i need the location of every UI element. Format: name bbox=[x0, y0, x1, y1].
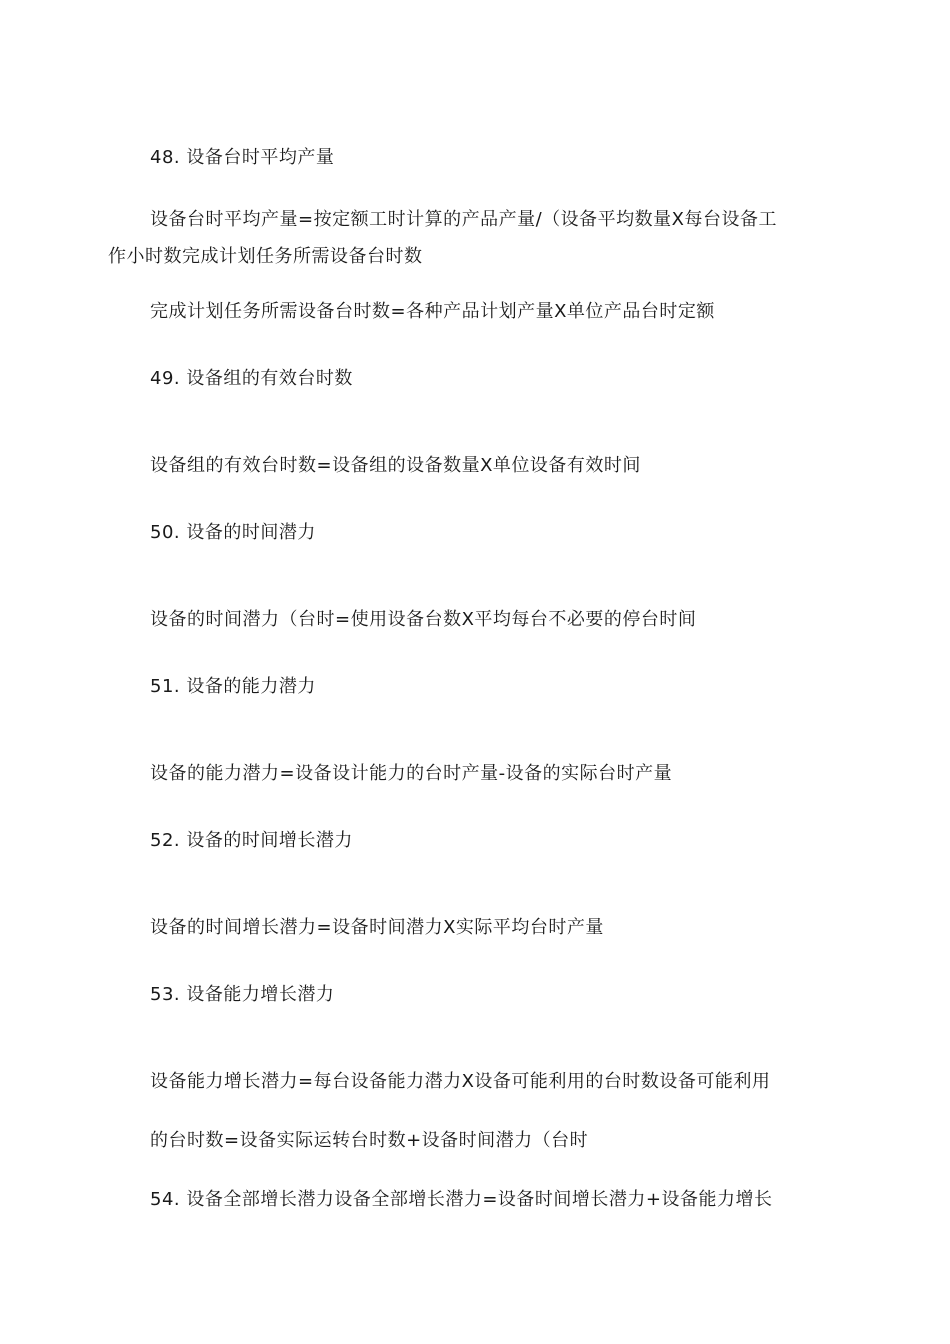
formula-line: 设备能力增长潜力=每台设备能力潜力X设备可能利用的台时数设备可能利用 bbox=[150, 1071, 771, 1092]
formula-line: 作小时数完成计划任务所需设备台时数 bbox=[108, 246, 423, 267]
formula-line: 完成计划任务所需设备台时数=各种产品计划产量X单位产品台时定额 bbox=[150, 301, 715, 322]
section-heading-50: 50. 设备的时间潜力 bbox=[150, 522, 316, 543]
section-heading-52: 52. 设备的时间增长潜力 bbox=[150, 830, 353, 851]
formula-line: 设备组的有效台时数=设备组的设备数量X单位设备有效时间 bbox=[150, 455, 641, 476]
section-heading-48: 48. 设备台时平均产量 bbox=[150, 147, 335, 168]
formula-line: 的台时数=设备实际运转台时数+设备时间潜力（台时 bbox=[150, 1130, 589, 1151]
formula-line: 设备的时间潜力（台时=使用设备台数X平均每台不必要的停台时间 bbox=[150, 609, 697, 630]
section-heading-49: 49. 设备组的有效台时数 bbox=[150, 368, 353, 389]
section-heading-53: 53. 设备能力增长潜力 bbox=[150, 984, 335, 1005]
section-heading-54: 54. 设备全部增长潜力设备全部增长潜力=设备时间增长潜力+设备能力增长 bbox=[150, 1189, 773, 1210]
section-heading-51: 51. 设备的能力潜力 bbox=[150, 676, 316, 697]
formula-line: 设备的能力潜力=设备设计能力的台时产量-设备的实际台时产量 bbox=[150, 763, 673, 784]
formula-line: 设备台时平均产量=按定额工时计算的产品产量/（设备平均数量X每台设备工 bbox=[150, 209, 777, 230]
formula-line: 设备的时间增长潜力=设备时间潜力X实际平均台时产量 bbox=[150, 917, 604, 938]
